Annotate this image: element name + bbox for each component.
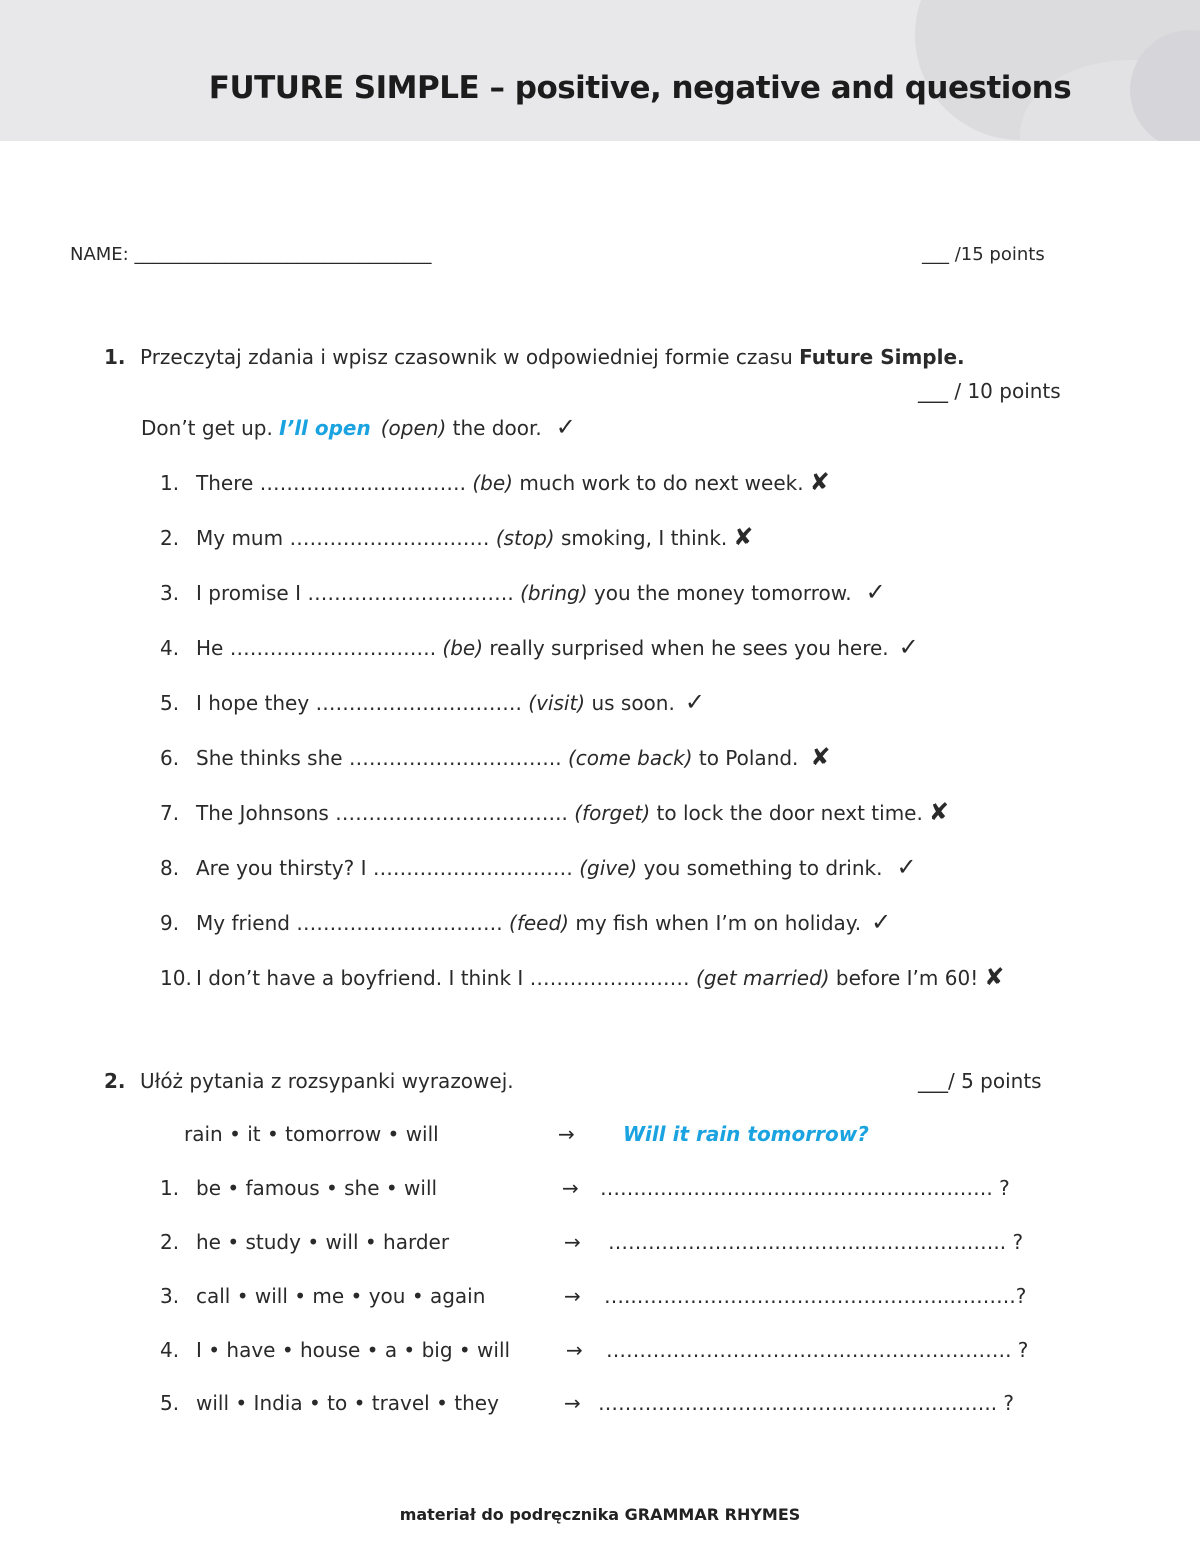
task1-item — [160, 908, 891, 936]
item-text-end: my fish when I’m on holiday. — [568, 911, 862, 935]
item-words: I • have • house • a • big • will — [196, 1338, 511, 1362]
arrow-right-icon: → — [562, 1176, 579, 1200]
item-verb: (forget) — [574, 801, 651, 825]
item-text: I promise I …………………………. — [196, 581, 514, 605]
item-text-end: really surprised when he sees you here. — [483, 636, 889, 660]
task2-item-words — [160, 1230, 449, 1254]
cross-icon: ✘ — [810, 743, 831, 771]
item-text: I don’t have a boyfriend. I think I …………………… — [196, 966, 690, 990]
cross-icon: ✘ — [809, 468, 830, 496]
item-text-end: to lock the door next time. — [650, 801, 923, 825]
footer-text: materiał do podręcznika GRAMMAR RHYMES — [399, 1505, 801, 1524]
answer-line: …..………………………………………..……….? — [604, 1284, 1027, 1308]
task1-item — [160, 578, 886, 606]
item-text: There …………………………. — [196, 471, 466, 495]
task1-instruction-text: Przeczytaj zdania i wpisz czasownik w odpowiedniej formie czasu — [140, 345, 800, 369]
arrow-right-icon: → — [566, 1338, 583, 1362]
task2-item-words — [160, 1391, 499, 1415]
item-text-end: to Poland. — [692, 746, 799, 770]
task1-points: ___ / 10 points — [918, 379, 1061, 403]
item-number: 4. — [160, 1338, 180, 1362]
item-number: 5. — [160, 1391, 180, 1415]
item-text: My mum ………………………… — [196, 526, 490, 550]
item-text-end: much work to do next week. — [512, 471, 804, 495]
item-words: call • will • me • you • again — [196, 1284, 486, 1308]
arrow-right-icon: → — [564, 1391, 581, 1415]
item-text-end: smoking, I think. — [554, 526, 728, 550]
task1-item — [160, 468, 830, 496]
example-text: Don’t get up. — [141, 416, 280, 440]
item-text: The Johnsons …………………………….. — [196, 801, 568, 825]
item-number: 1. — [160, 471, 180, 495]
item-text: He …………………………. — [196, 636, 437, 660]
task2-instruction — [104, 1069, 514, 1093]
item-number: 8. — [160, 856, 180, 880]
arrow-right-icon: → — [558, 1122, 575, 1146]
item-text: She thinks she ………………………….. — [196, 746, 562, 770]
example-answer: I’ll open — [279, 416, 371, 440]
item-number: 1. — [160, 1176, 180, 1200]
task1-item — [160, 798, 949, 826]
check-icon: ✓ — [898, 633, 919, 661]
name-label: NAME: — [70, 244, 129, 265]
item-verb: (get married) — [696, 966, 830, 990]
item-text-end: you the money tomorrow. — [587, 581, 852, 605]
task1-item — [160, 523, 753, 551]
item-text-end: before I’m 60! — [829, 966, 979, 990]
task1-item — [160, 963, 1004, 991]
check-icon: ✓ — [896, 853, 917, 881]
item-text: My friend …………………………. — [196, 911, 503, 935]
item-number: 5. — [160, 691, 180, 715]
item-number: 9. — [160, 911, 180, 935]
item-text-end: you something to drink. — [637, 856, 883, 880]
arrow-right-icon: → — [564, 1230, 581, 1254]
item-text: Are you thirsty? I ………………………… — [196, 856, 573, 880]
arrow-right-icon: → — [564, 1284, 581, 1308]
cross-icon: ✘ — [984, 963, 1005, 991]
task1-item — [160, 633, 919, 661]
check-icon: ✓ — [555, 413, 576, 441]
task1-item — [160, 743, 831, 771]
task1-item — [160, 688, 705, 716]
item-verb: (come back) — [567, 746, 693, 770]
cross-icon: ✘ — [928, 798, 949, 826]
name-line: _________________________________ — [134, 244, 432, 265]
task1-number: 1. — [104, 345, 126, 369]
name-row — [70, 244, 431, 265]
item-verb: (bring) — [520, 581, 588, 605]
item-number: 7. — [160, 801, 180, 825]
task2-points: ___/ 5 points — [918, 1069, 1042, 1093]
item-verb: (be) — [472, 471, 513, 495]
answer-line: ……………………………….………………….. ? — [598, 1391, 1015, 1415]
task1-item — [160, 853, 917, 881]
item-words: be • famous • she • will — [196, 1176, 438, 1200]
item-number: 3. — [160, 581, 180, 605]
check-icon: ✓ — [684, 688, 705, 716]
item-text-end: us soon. — [585, 691, 675, 715]
task1-instruction-bold: Future Simple. — [799, 345, 965, 369]
item-number: 2. — [160, 1230, 180, 1254]
task1-instruction — [104, 345, 965, 369]
item-words: will • India • to • travel • they — [196, 1391, 499, 1415]
answer-line: ………………………….…..……………………. ? — [606, 1338, 1029, 1362]
task2-example-answer: Will it rain tomorrow? — [623, 1122, 869, 1146]
task2-item-words — [160, 1338, 510, 1362]
check-icon: ✓ — [865, 578, 886, 606]
item-verb: (feed) — [509, 911, 569, 935]
item-words: he • study • will • harder — [196, 1230, 450, 1254]
item-verb: (visit) — [528, 691, 586, 715]
page-title: FUTURE SIMPLE – positive, negative and questions — [208, 70, 1072, 106]
task1-example — [141, 413, 576, 441]
cross-icon: ✘ — [733, 523, 754, 551]
total-score: ___ /15 points — [922, 244, 1045, 265]
task2-example-words: rain • it • tomorrow • will — [184, 1122, 439, 1146]
answer-line: …………………………….……………………. ? — [600, 1176, 1010, 1200]
item-verb: (stop) — [495, 526, 555, 550]
item-number: 2. — [160, 526, 180, 550]
header-banner — [0, 0, 1200, 141]
item-text: I hope they …………………………. — [196, 691, 522, 715]
answer-line: ……………………..…………..……………….. ? — [608, 1230, 1024, 1254]
task2-instruction-text: Ułóż pytania z rozsypanki wyrazowej. — [140, 1069, 514, 1093]
task2-number: 2. — [104, 1069, 126, 1093]
example-verb: (open) — [380, 416, 447, 440]
check-icon: ✓ — [871, 908, 892, 936]
item-verb: (give) — [579, 856, 638, 880]
item-verb: (be) — [442, 636, 484, 660]
item-number: 10. — [160, 966, 192, 990]
task2-item-words — [160, 1284, 485, 1308]
task2-item-words — [160, 1176, 437, 1200]
item-number: 3. — [160, 1284, 180, 1308]
example-text-end: the door. — [446, 416, 542, 440]
item-number: 6. — [160, 746, 180, 770]
item-number: 4. — [160, 636, 180, 660]
